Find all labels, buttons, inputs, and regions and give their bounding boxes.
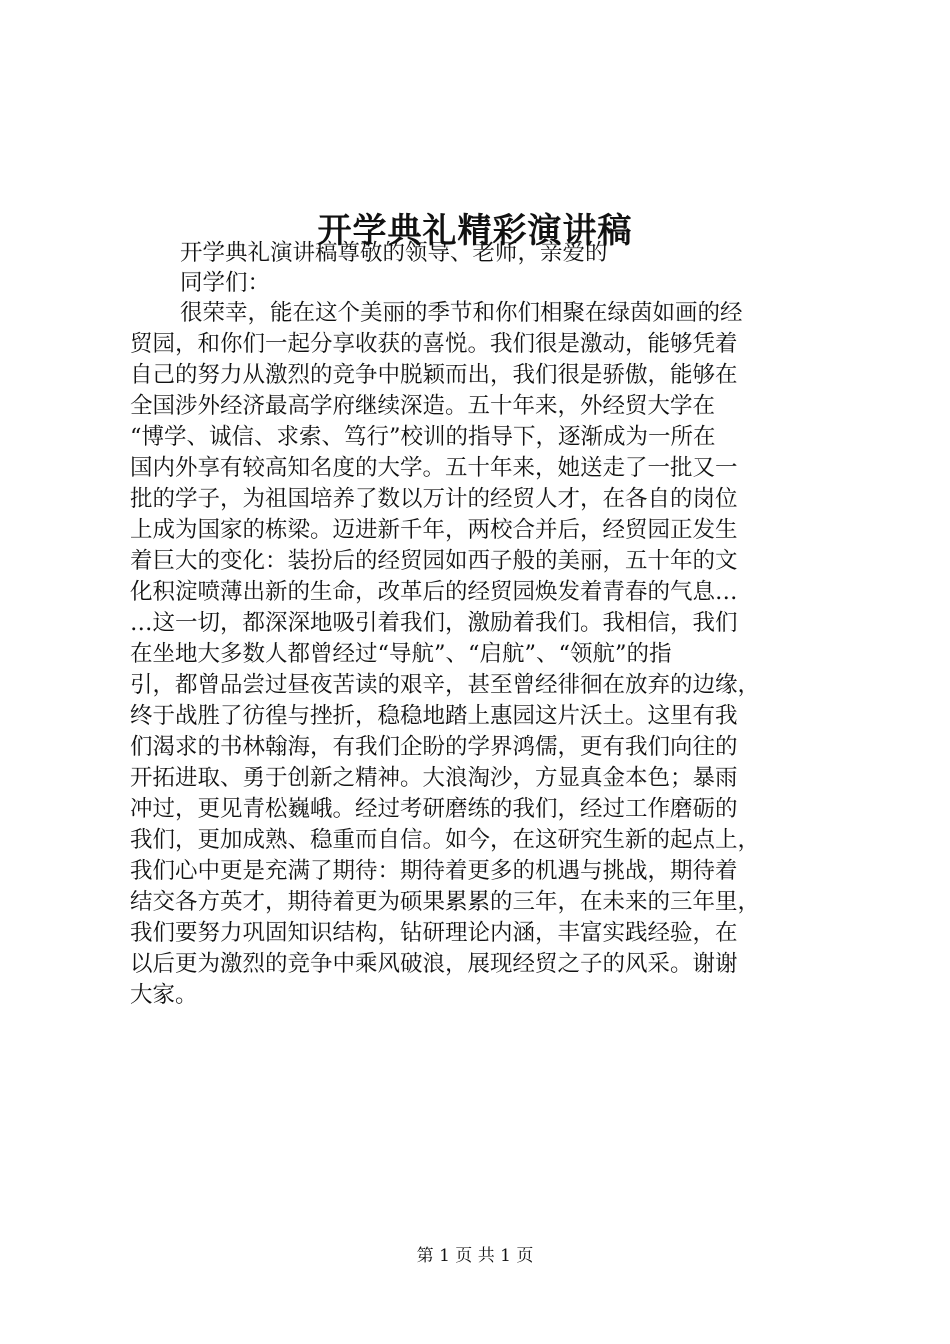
body-line: 很荣幸，能在这个美丽的季节和你们相聚在绿茵如画的经: [180, 300, 743, 326]
body-line: 批的学子，为祖国培养了数以万计的经贸人才，在各自的岗位: [130, 486, 738, 512]
body-line: 我们心中更是充满了期待：期待着更多的机遇与挑战，期待着: [130, 858, 738, 884]
body-line: 上成为国家的栋梁。迈进新千年，两校合并后，经贸园正发生: [130, 517, 738, 543]
body-line: 我们，更加成熟、稳重而自信。如今，在这研究生新的起点上，: [130, 827, 761, 853]
body-line: 以后更为激烈的竞争中乘风破浪，展现经贸之子的风采。谢谢: [130, 951, 738, 977]
document-title: 开学典礼精彩演讲稿: [317, 210, 633, 251]
body-line: 着巨大的变化：装扮后的经贸园如西子般的美丽，五十年的文: [130, 548, 738, 574]
body-paragraph: [130, 298, 850, 1011]
body-line: 终于战胜了彷徨与挫折，稳稳地踏上惠园这片沃土。这里有我: [130, 703, 738, 729]
body-line: 全国涉外经济最高学府继续深造。五十年来，外经贸大学在: [130, 393, 716, 419]
body-line: 贸园，和你们一起分享收获的喜悦。我们很是激动，能够凭着: [130, 331, 738, 357]
body-line: 自己的努力从激烈的竞争中脱颖而出，我们很是骄傲，能够在: [130, 362, 738, 388]
body-line: 我们要努力巩固知识结构，钻研理论内涵，丰富实践经验，在: [130, 920, 738, 946]
body-line: 开拓进取、勇于创新之精神。大浪淘沙，方显真金本色；暴雨: [130, 765, 738, 791]
body-line: …这一切，都深深地吸引着我们，激励着我们。我相信，我们: [130, 610, 738, 636]
body-line: 在坐地大多数人都曾经过“导航”、“启航”、“领航”的指: [130, 641, 672, 667]
intro-paragraph: [180, 238, 608, 298]
intro-line: 同学们：: [180, 270, 271, 296]
body-line: 引，都曾品尝过昼夜苦读的艰辛，甚至曾经徘徊在放弃的边缘，: [130, 672, 761, 698]
page-footer: 第 1 页 共 1 页: [416, 1246, 534, 1266]
intro-line: 开学典礼演讲稿尊敬的领导、老师，亲爱的: [180, 240, 608, 266]
body-line: 国内外享有较高知名度的大学。五十年来，她送走了一批又一: [130, 455, 738, 481]
body-line: 结交各方英才，期待着更为硕果累累的三年，在未来的三年里，: [130, 889, 761, 915]
body-line: 们渴求的书林翰海，有我们企盼的学界鸿儒，更有我们向往的: [130, 734, 738, 760]
body-line: 大家。: [130, 982, 198, 1008]
body-line: “博学、诚信、求索、笃行”校训的指导下，逐渐成为一所在: [130, 424, 716, 450]
body-line: 冲过，更见青松巍峨。经过考研磨练的我们，经过工作磨砺的: [130, 796, 738, 822]
body-line: 化积淀喷薄出新的生命，改革后的经贸园焕发着青春的气息…: [130, 579, 738, 605]
